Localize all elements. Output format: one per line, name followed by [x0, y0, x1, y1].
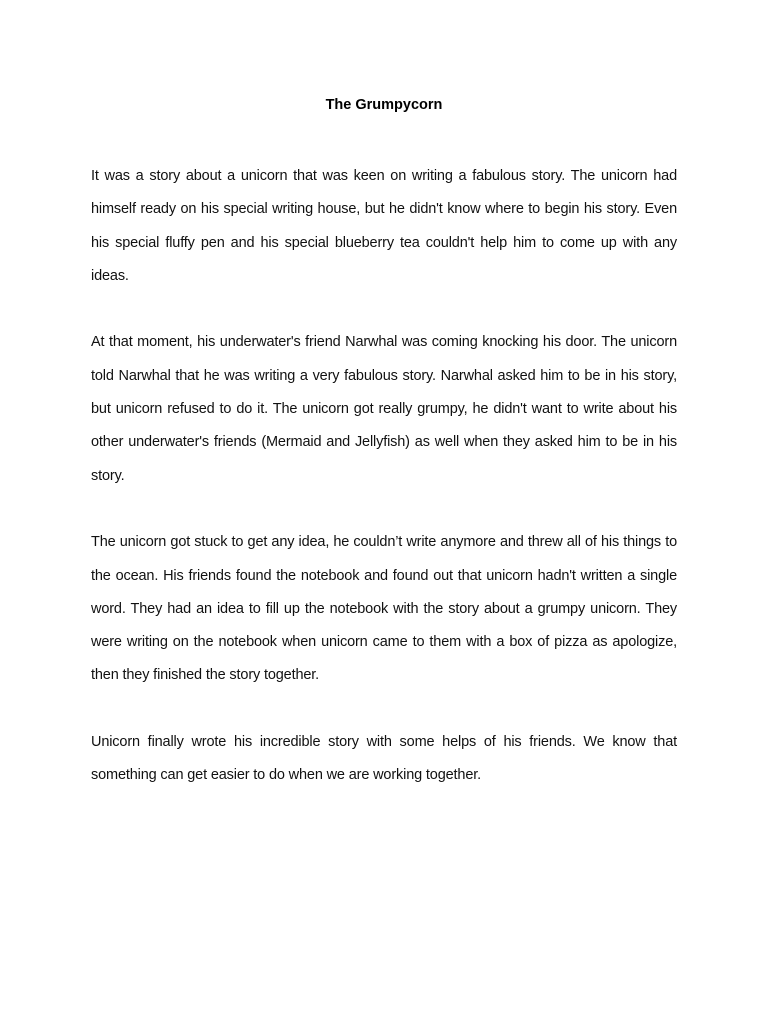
paragraph: Unicorn finally wrote his incredible story with some helps of his friends. We know that something can get easier to do when we are working together.: [91, 734, 677, 784]
document-title: The Grumpycorn: [325, 97, 443, 113]
paragraph: The unicorn got stuck to get any idea, he couldn’t write anymore and threw all of his things to the ocean. His friends found the notebook and found out that unicorn hadn't written a single word. They had an idea to fill up the notebook with the story about a grumpy unicorn. They were writing on the notebook when unicorn came to them with a box of pizza as apologize, then they finished the story together.: [91, 534, 677, 684]
paragraph: At that moment, his underwater's friend Narwhal was coming knocking his door. The unicorn told Narwhal that he was writing a very fabulous story. Narwhal asked him to be in his story, but unicorn refused to do it. The unicorn got really grumpy, he didn't want to write about his other underwater's friends (Mermaid and Jellyfish) as well when they asked him to be in his story.: [91, 334, 677, 484]
document-body: [91, 160, 677, 826]
paragraph: It was a story about a unicorn that was keen on writing a fabulous story. The unicorn had himself ready on his special writing house, but he didn't know where to begin his story. Even his special fluffy pen and his special blueberry tea couldn't help him to come up with any ideas.: [91, 168, 677, 284]
